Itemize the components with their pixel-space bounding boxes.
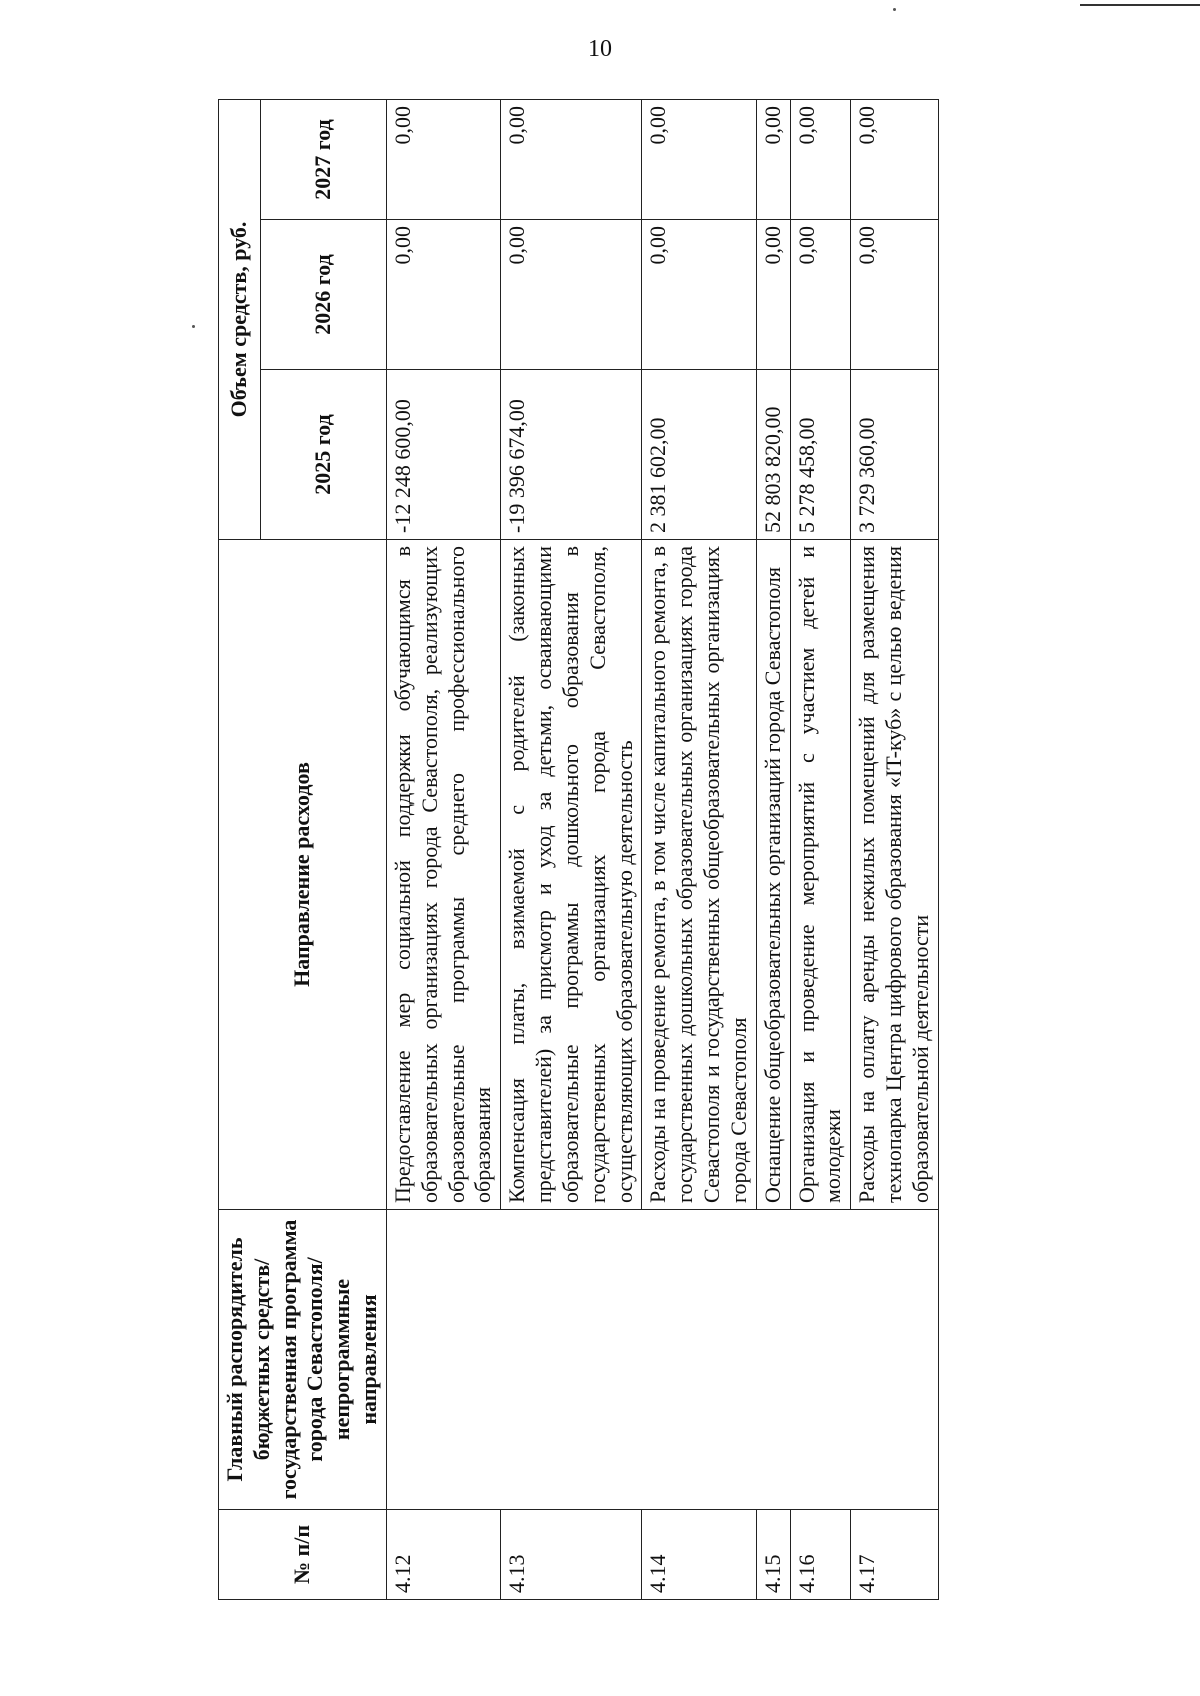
table-row — [386, 99, 500, 1599]
distributor-cell — [386, 1210, 938, 1510]
col-header-2027: 2027 год — [260, 99, 386, 219]
col-header-volume: Объем средств, руб. — [219, 99, 261, 539]
amount-2025: -19 396 674,00 — [501, 370, 642, 540]
col-header-2026: 2026 год — [260, 220, 386, 370]
amount-2026: 0,00 — [386, 220, 500, 370]
amount-2027: 0,00 — [790, 99, 851, 219]
scan-artifact-dot — [192, 325, 195, 328]
row-number: 4.12 — [386, 1510, 500, 1600]
amount-2025: 3 729 360,00 — [851, 370, 938, 540]
row-number: 4.14 — [642, 1510, 756, 1600]
direction-cell: Оснащение общеобразовательных организаций города Севастополя — [756, 540, 790, 1210]
scan-artifact-dot — [893, 8, 896, 11]
direction-cell: Организация и проведение мероприятий с участием детей и молодежи — [790, 540, 851, 1210]
amount-2026: 0,00 — [851, 220, 938, 370]
row-number: 4.17 — [851, 1510, 938, 1600]
amount-2025: -12 248 600,00 — [386, 370, 500, 540]
col-header-direction: Направление расходов — [219, 540, 387, 1210]
row-number: 4.13 — [501, 1510, 642, 1600]
row-number: 4.15 — [756, 1510, 790, 1600]
budget-table — [218, 99, 939, 1600]
col-header-2025: 2025 год — [260, 370, 386, 540]
scan-artifact-line — [1080, 4, 1200, 6]
page-number: 10 — [588, 36, 612, 62]
amount-2027: 0,00 — [501, 99, 642, 219]
direction-cell: Компенсация платы, взимаемой с родителей (законных представителей) за присмотр и уход за детьми, осваивающими образовательные программы дошкольного образования в государственных организациях города Севастополя, осуществляющих образовательную деятельность — [501, 540, 642, 1210]
amount-2025: 52 803 820,00 — [756, 370, 790, 540]
header-row — [219, 99, 261, 1599]
amount-2026: 0,00 — [501, 220, 642, 370]
direction-cell: Расходы на проведение ремонта, в том числе капитального ремонта, в государственных дошкольных образовательных организациях города Севастополя и государственных общеобразовательных организациях города Севастополя — [642, 540, 756, 1210]
amount-2026: 0,00 — [756, 220, 790, 370]
col-header-num: № п/п — [219, 1510, 387, 1600]
amount-2025: 5 278 458,00 — [790, 370, 851, 540]
amount-2027: 0,00 — [642, 99, 756, 219]
direction-cell: Расходы на оплату аренды нежилых помещений для размещения технопарка Центра цифрового образования «IT-куб» с целью ведения образовательной деятельности — [851, 540, 938, 1210]
amount-2027: 0,00 — [851, 99, 938, 219]
amount-2026: 0,00 — [790, 220, 851, 370]
direction-cell: Предоставление мер социальной поддержки обучающимся в образовательных организациях города Севастополя, реализующих образовательные программы среднего профессионального образования — [386, 540, 500, 1210]
row-number: 4.16 — [790, 1510, 851, 1600]
amount-2027: 0,00 — [756, 99, 790, 219]
amount-2025: 2 381 602,00 — [642, 370, 756, 540]
amount-2026: 0,00 — [642, 220, 756, 370]
col-header-distributor: Главный распорядитель бюджетных средств/государственная программа города Севастополя/непрограммные направления — [219, 1210, 387, 1510]
amount-2027: 0,00 — [386, 99, 500, 219]
rotated-table-container — [218, 100, 1200, 1600]
